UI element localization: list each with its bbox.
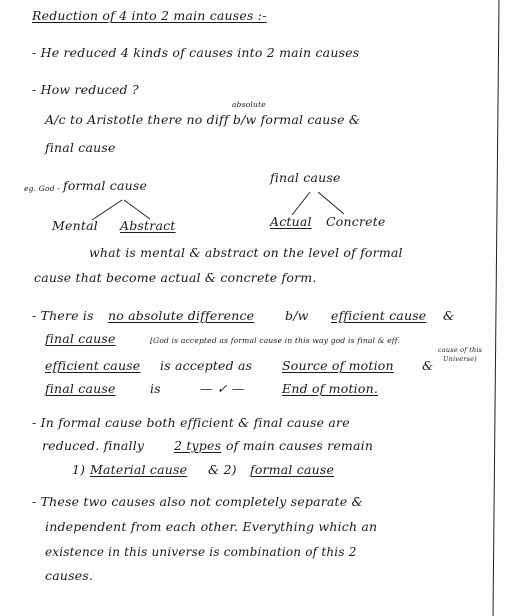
label-concrete: Concrete [326, 214, 386, 229]
branch-final-right [318, 192, 344, 214]
line-9-source-of-motion: Source of motion [282, 358, 394, 373]
line-12c: of main causes remain [226, 438, 374, 453]
line-14: - These two causes also not completely separate & [32, 494, 363, 509]
line-7-efficient-cause: efficient cause [331, 308, 427, 323]
line-15: independent from each other. Everything which an [45, 519, 378, 534]
line-7e: & [443, 308, 455, 323]
line-13-num1: 1) [72, 462, 86, 477]
line-10-final-cause: final cause [45, 381, 116, 396]
line-8-note-cause: cause of this [438, 346, 483, 354]
line-8-bracket-note: [God is accepted as formal cause in this way god is final & eff. [150, 336, 401, 345]
branch-final-left [292, 192, 310, 215]
line-8-note-universe: Universe) [443, 355, 477, 363]
line-6: cause that become actual & concrete form. [34, 270, 317, 285]
line-12a: reduced. finally [42, 438, 145, 453]
line-13-material-cause: Material cause [90, 462, 188, 477]
line-3: A/c to Aristotle there no diff b/w formal cause & [45, 112, 361, 127]
line-7c: b/w [285, 308, 309, 323]
line-7-no-absolute-difference: no absolute difference [108, 308, 255, 323]
line-4: final cause [45, 140, 116, 155]
page-title: Reduction of 4 into 2 main causes :- [32, 8, 267, 23]
note-absolute: absolute [232, 100, 266, 109]
right-margin-line [493, 0, 499, 616]
line-11: - In formal cause both efficient & final cause are [32, 415, 350, 430]
line-10-arrow: — ✓ — [200, 381, 245, 396]
line-8-final-cause: final cause [45, 331, 116, 346]
label-actual: Actual [270, 214, 312, 229]
line-2: - How reduced ? [32, 82, 139, 97]
line-9d: & [422, 358, 434, 373]
line-12-two-types: 2 types [174, 438, 222, 453]
line-7a: - There is [32, 308, 94, 323]
line-13c: & 2) [208, 462, 237, 477]
line-5: what is mental & abstract on the level of formal [89, 245, 403, 260]
branch-formal-left [92, 200, 122, 220]
eg-label: eg. God - [24, 184, 61, 193]
line-10-end-of-motion: End of motion. [282, 381, 379, 396]
label-mental: Mental [52, 218, 98, 233]
branch-formal-right [124, 200, 150, 219]
label-formal-cause: formal cause [63, 178, 148, 193]
line-16: existence in this universe is combination of this 2 [45, 545, 357, 559]
label-final-cause: final cause [270, 170, 341, 185]
line-10b: is [150, 381, 161, 396]
line-17: causes. [45, 568, 94, 583]
line-9b: is accepted as [160, 358, 253, 373]
line-13-formal-cause: formal cause [250, 462, 335, 477]
line-1: - He reduced 4 kinds of causes into 2 main causes [32, 45, 360, 60]
label-abstract: Abstract [120, 218, 176, 233]
line-9-efficient-cause: efficient cause [45, 358, 141, 373]
